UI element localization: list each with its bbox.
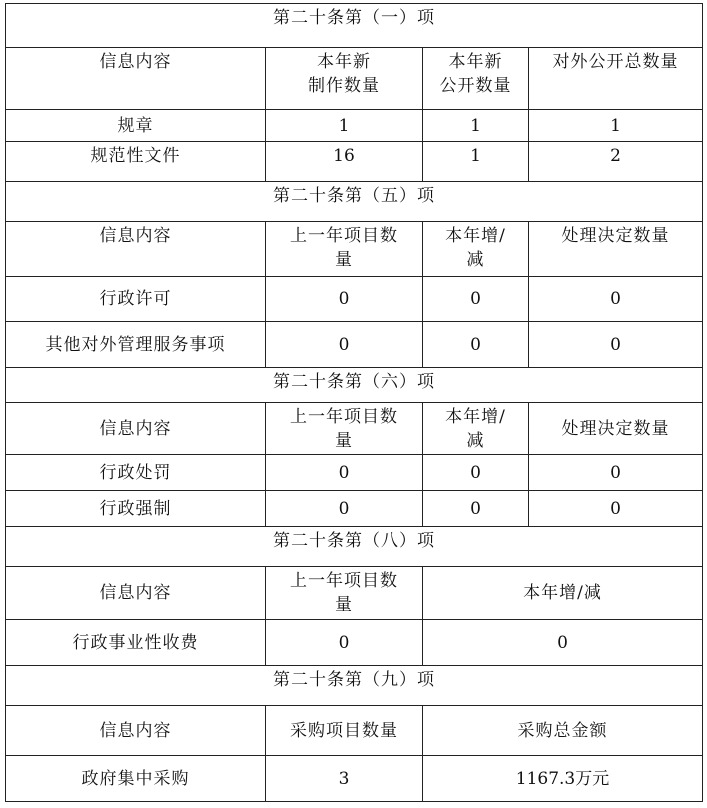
section-heading-row <box>6 4 703 48</box>
header-line: 上一年项目数 <box>290 407 398 427</box>
cell-value: 0 <box>266 455 423 491</box>
section-heading-row <box>6 666 703 706</box>
cell-value: 3 <box>266 756 423 802</box>
header-line: 信息内容 <box>99 418 172 439</box>
header-line: 本年新 <box>448 52 503 72</box>
government-info-table <box>5 3 703 802</box>
header-cell <box>423 403 529 455</box>
table-header-row <box>6 222 703 277</box>
row-label: 行政事业性收费 <box>6 620 266 666</box>
header-cell <box>266 403 423 455</box>
cell-value: 0 <box>423 455 529 491</box>
header-line: 采购项目数量 <box>290 720 398 741</box>
header-line: 量 <box>335 595 353 615</box>
section-heading: 第二十条第（五）项 <box>6 182 703 222</box>
cell-value: 2 <box>529 142 703 182</box>
cell-value: 1 <box>529 110 703 142</box>
table-row <box>6 110 703 142</box>
row-label: 行政许可 <box>6 277 266 322</box>
header-line: 本年新 <box>317 52 371 72</box>
table-row <box>6 491 703 527</box>
table-row <box>6 756 703 802</box>
section-heading: 第二十条第（六）项 <box>6 368 703 403</box>
header-cell <box>529 222 703 277</box>
section-heading-row <box>6 182 703 222</box>
cell-value: 1167.3万元 <box>423 756 703 802</box>
header-line: 上一年项目数 <box>290 571 398 591</box>
header-cell <box>266 222 423 277</box>
header-cell <box>6 706 266 756</box>
cell-value: 0 <box>266 277 423 322</box>
cell-value: 0 <box>529 277 703 322</box>
cell-value: 0 <box>423 620 703 666</box>
table-row <box>6 142 703 182</box>
cell-value: 0 <box>529 455 703 491</box>
section-heading: 第二十条第（八）项 <box>6 527 703 567</box>
section-heading-row <box>6 527 703 567</box>
cell-value: 0 <box>529 491 703 527</box>
header-cell <box>423 706 703 756</box>
table-row <box>6 455 703 491</box>
cell-value: 0 <box>423 322 529 368</box>
header-line: 处理决定数量 <box>561 226 670 246</box>
row-label: 规章 <box>6 110 266 142</box>
header-cell <box>266 706 423 756</box>
header-line: 信息内容 <box>99 720 172 741</box>
cell-value: 0 <box>529 322 703 368</box>
cell-value: 1 <box>266 110 423 142</box>
table-header-row <box>6 48 703 110</box>
header-line: 本年增/减 <box>523 583 602 603</box>
header-cell <box>6 222 266 277</box>
cell-value: 0 <box>423 491 529 527</box>
section-heading: 第二十条第（九）项 <box>6 666 703 706</box>
header-cell <box>529 403 703 455</box>
cell-value: 0 <box>266 491 423 527</box>
header-cell <box>529 48 703 110</box>
header-line: 公开数量 <box>439 76 512 96</box>
header-line: 制作数量 <box>308 76 380 96</box>
header-line: 对外公开总数量 <box>552 52 679 72</box>
header-cell <box>6 567 266 620</box>
header-line: 上一年项目数 <box>290 226 398 246</box>
header-cell <box>423 567 703 620</box>
table-row <box>6 322 703 368</box>
header-cell <box>423 222 529 277</box>
table-header-row <box>6 567 703 620</box>
cell-value: 1 <box>423 142 529 182</box>
table-header-row <box>6 706 703 756</box>
table-header-row <box>6 403 703 455</box>
header-cell <box>6 403 266 455</box>
cell-value: 16 <box>266 142 423 182</box>
header-line: 减 <box>466 250 485 270</box>
header-line: 信息内容 <box>99 52 172 72</box>
cell-value: 0 <box>266 620 423 666</box>
row-label: 行政处罚 <box>6 455 266 491</box>
cell-value: 0 <box>266 322 423 368</box>
header-cell <box>266 567 423 620</box>
cell-value: 0 <box>423 277 529 322</box>
header-line: 采购总金额 <box>517 720 608 741</box>
section-heading-row <box>6 368 703 403</box>
row-label: 政府集中采购 <box>6 756 266 802</box>
header-line: 信息内容 <box>99 583 172 603</box>
cell-value: 1 <box>423 110 529 142</box>
row-label: 规范性文件 <box>6 142 266 182</box>
header-cell <box>266 48 423 110</box>
table-row <box>6 277 703 322</box>
header-line: 量 <box>335 250 353 270</box>
header-line: 量 <box>335 431 353 451</box>
header-line: 信息内容 <box>99 226 172 246</box>
row-label: 其他对外管理服务事项 <box>6 322 266 368</box>
row-label: 行政强制 <box>6 491 266 527</box>
section-heading: 第二十条第（一）项 <box>6 4 703 48</box>
header-cell <box>6 48 266 110</box>
header-line: 本年增/ <box>445 407 506 427</box>
header-line: 减 <box>466 431 485 451</box>
header-cell <box>423 48 529 110</box>
header-line: 本年增/ <box>445 226 506 246</box>
header-line: 处理决定数量 <box>561 418 670 439</box>
table-row <box>6 620 703 666</box>
